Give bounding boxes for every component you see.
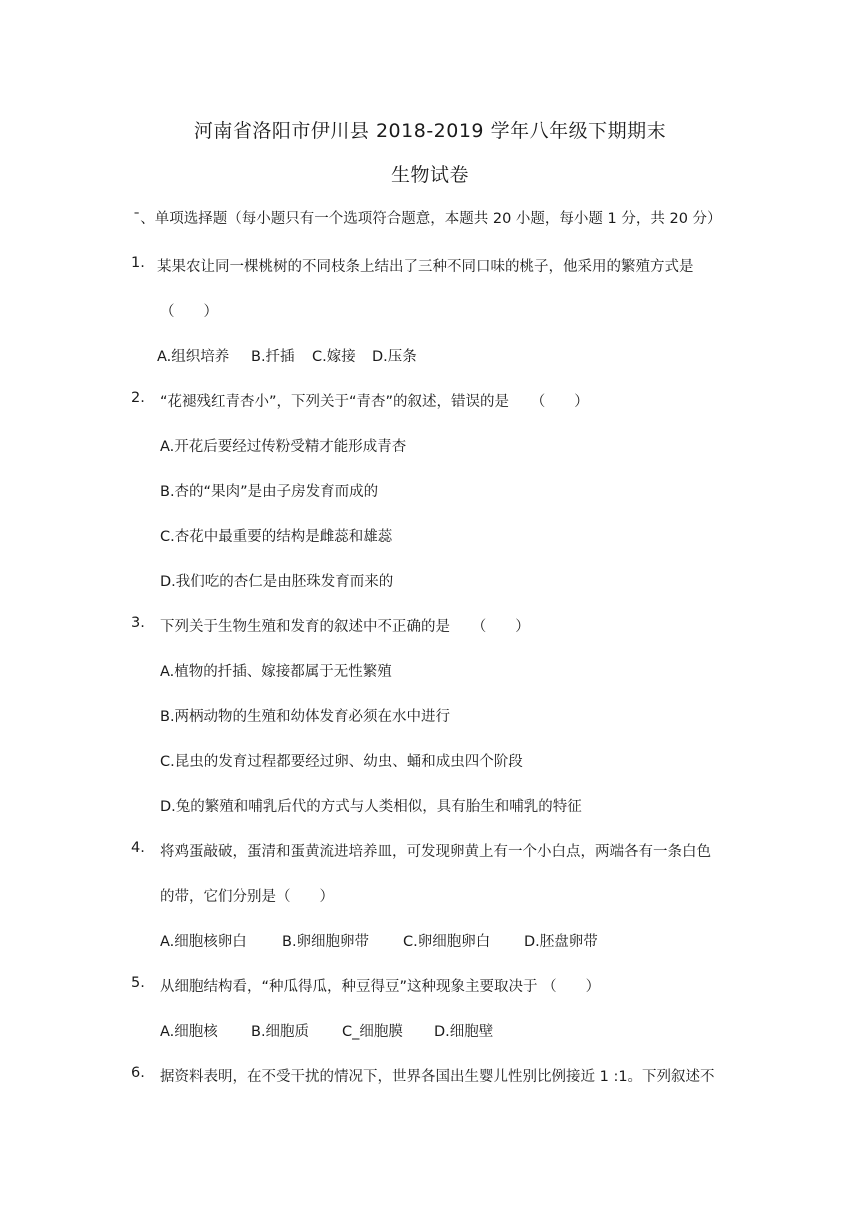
question-stem: 据资料表明，在不受干扰的情况下，世界各国出生婴儿性别比例接近 1 :1。下列叙述不 [160, 1069, 715, 1085]
question-stem: 从细胞结构看，“种瓜得瓜，种豆得豆”这种现象主要取决于 （ ） [160, 979, 601, 995]
option-d: D.压条 [372, 349, 417, 365]
option-b: B.细胞质 [251, 1024, 310, 1040]
option-c: C_细胞膜 [342, 1024, 403, 1040]
question-stem: “花褪残红青杏小”，下列关于“青杏”的叙述，错误的是 （ ） [160, 394, 589, 410]
option-d: D.胚盘卵带 [524, 934, 598, 950]
option-a: A.植物的扦插、嫁接都属于无性繁殖 [160, 664, 392, 680]
option-a: A.组织培养 [157, 349, 230, 365]
option-a: A.细胞核卵白 [160, 934, 247, 950]
option-b: B.两柄动物的生殖和幼体发育必须在水中进行 [160, 709, 451, 725]
option-a: A.细胞核 [160, 1024, 218, 1040]
question-number: 5. [131, 975, 145, 991]
option-d: D.细胞壁 [434, 1024, 494, 1040]
options-row [160, 1020, 493, 1041]
document-title: 河南省洛阳市伊川县 2018-2019 学年八年级下期期末 [193, 120, 667, 142]
question-number: 3. [131, 615, 145, 631]
question-number: 1. [131, 255, 145, 271]
question-number: 6. [131, 1065, 145, 1081]
question-stem: 某果农让同一棵桃树的不同枝条上结出了三种不同口味的桃子，他采用的繁殖方式是 [157, 259, 694, 275]
option-b: B.扦插 [251, 349, 295, 365]
section-header: ¯、单项选择题（每小题只有一个选项符合题意，本题共 20 小题，每小题 1 分，共 20 分） [133, 211, 722, 227]
option-d: D.我们吃的杏仁是由胚珠发育而来的 [160, 574, 394, 590]
options-row [160, 930, 598, 951]
question-number: 4. [131, 840, 145, 856]
question-stem: 将鸡蛋敲破，蛋清和蛋黄流进培养皿，可发现卵黄上有一个小白点，两端各有一条白色 [160, 844, 711, 860]
option-c: C.杏花中最重要的结构是雌蕊和雄蕊 [160, 529, 393, 545]
question-stem-continued: 的带，它们分别是（ ） [160, 889, 334, 905]
options-row [157, 345, 417, 366]
question-stem: 下列关于生物生殖和发育的叙述中不正确的是 （ ） [160, 619, 530, 635]
question-number: 2. [131, 390, 145, 406]
option-b: B.卵细胞卵带 [282, 934, 370, 950]
option-a: A.开花后要经过传粉受精才能形成青杏 [160, 439, 407, 455]
option-c: C.卵细胞卵白 [403, 934, 491, 950]
option-c: C.昆虫的发育过程都要经过卵、幼虫、蛹和成虫四个阶段 [160, 754, 523, 770]
answer-bracket: （ ） [160, 304, 218, 320]
option-b: B.杏的“果肉”是由子房发育而成的 [160, 484, 379, 500]
option-c: C.嫁接 [312, 349, 356, 365]
option-d: D.兔的繁殖和哺乳后代的方式与人类相似，具有胎生和哺乳的特征 [160, 799, 582, 815]
document-subtitle: 生物试卷 [390, 164, 469, 186]
